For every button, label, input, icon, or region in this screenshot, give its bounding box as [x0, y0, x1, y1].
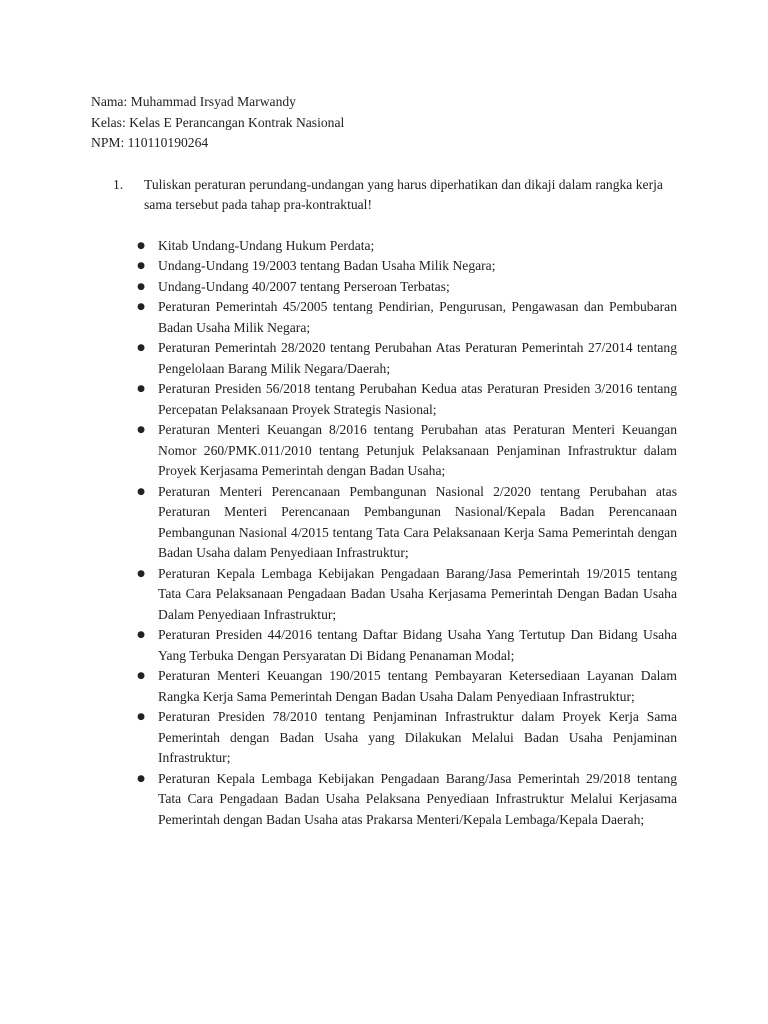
list-item [91, 564, 677, 626]
bullet-icon: ● [137, 281, 145, 292]
question-text: Tuliskan peraturan perundang-undangan yang harus diperhatikan dan dikaji dalam rangka kerja sama tersebut pada tahap pra-kontraktual! [144, 176, 663, 212]
bullet-icon: ● [137, 384, 145, 394]
bullet-icon: ● [137, 240, 145, 251]
list-item-text: Peraturan Presiden 78/2010 tentang Penjaminan Infrastruktur dalam Proyek Kerja Sama Pemerintah dengan Badan Usaha yang Dilakukan Melalui Badan Usaha Penjaminan Infrastruktur; [158, 709, 677, 765]
list-item [91, 707, 677, 769]
bullet-icon: ● [137, 671, 145, 681]
list-item-text: Peraturan Pemerintah 45/2005 tentang Pendirian, Pengurusan, Pengawasan dan Pembubaran Badan Usaha Milik Negara; [158, 299, 677, 335]
list-item-text: Peraturan Presiden 44/2016 tentang Daftar Bidang Usaha Yang Tertutup Dan Bidang Usaha Yang Terbuka Dengan Persyaratan Di Bidang Penanaman Modal; [158, 627, 677, 663]
list-item-text: Undang-Undang 19/2003 tentang Badan Usaha Milik Negara; [158, 258, 496, 273]
regulation-list [91, 236, 677, 831]
list-item [91, 297, 677, 338]
bullet-icon: ● [137, 712, 145, 722]
list-item [91, 420, 677, 482]
list-item [91, 625, 677, 666]
question-1 [91, 175, 677, 216]
list-item [91, 769, 677, 831]
bullet-icon: ● [137, 773, 145, 784]
bullet-icon: ● [137, 343, 145, 353]
list-item-text: Peraturan Menteri Keuangan 190/2015 tentang Pembayaran Ketersediaan Layanan Dalam Rangka Kerja Sama Pemerintah Dengan Badan Usaha Dalam Penyediaan Infrastruktur; [158, 668, 677, 704]
list-item-text: Peraturan Presiden 56/2018 tentang Perubahan Kedua atas Peraturan Presiden 3/2016 tentang Percepatan Pelaksanaan Proyek Strategis Nasional; [158, 381, 677, 417]
list-item-text: Peraturan Kepala Lembaga Kebijakan Pengadaan Barang/Jasa Pemerintah 19/2015 tentang Tata Cara Pelaksanaan Pengadaan Badan Usaha Kerjasama Pemerintah Dengan Badan Usaha Dalam Penyediaan Infrastruktur; [158, 565, 677, 622]
list-item [91, 256, 677, 277]
list-item-text: Peraturan Menteri Keuangan 8/2016 tentang Perubahan atas Peraturan Menteri Keuangan Nomor 260/PMK.011/2010 tentang Petunjuk Pelaksanaan Penjaminan Infrastruktur dalam Proyek Kerjasama Pemerintah dengan Badan Usaha; [158, 422, 677, 478]
student-npm: NPM: 110110190264 [91, 135, 209, 150]
bullet-icon: ● [137, 261, 145, 271]
list-item [91, 666, 677, 707]
student-name: Nama: Muhammad Irsyad Marwandy [91, 94, 296, 109]
bullet-icon: ● [137, 630, 145, 640]
list-item [91, 482, 677, 564]
list-item-text: Kitab Undang-Undang Hukum Perdata; [158, 237, 375, 253]
list-item [91, 236, 677, 257]
question-number: 1. [113, 176, 124, 192]
bullet-icon: ● [137, 486, 145, 497]
list-item-text: Peraturan Pemerintah 28/2020 tentang Perubahan Atas Peraturan Pemerintah 27/2014 tentang Pengelolaan Barang Milik Negara/Daerah; [158, 340, 677, 376]
list-item [91, 277, 677, 298]
student-class: Kelas: Kelas E Perancangan Kontrak Nasional [91, 114, 345, 130]
list-item-text: Peraturan Menteri Perencanaan Pembangunan Nasional 2/2020 tentang Perubahan atas Peraturan Menteri Perencanaan Pembangunan Nasional/Kepala Badan Perencanaan Pembangunan Nasional 4/2015 tentang Tata Cara Pelaksanaan Kerja Sama Pemerintah dengan Badan Usaha dalam Penyediaan Infrastruktur; [158, 483, 677, 560]
bullet-icon: ● [137, 568, 145, 579]
list-item [91, 338, 677, 379]
list-item-text: Peraturan Kepala Lembaga Kebijakan Pengadaan Barang/Jasa Pemerintah 29/2018 tentang Tata Cara Pengadaan Badan Usaha Pelaksana Penyediaan Infrastruktur Melalui Kerjasama Pemerintah dengan Badan Usaha atas Prakarsa Menteri/Kepala Lembaga/Kepala Daerah; [158, 770, 677, 827]
list-item-text: Undang-Undang 40/2007 tentang Perseroan Terbatas; [158, 278, 450, 294]
bullet-icon: ● [137, 302, 145, 312]
list-item [91, 379, 677, 420]
bullet-icon: ● [137, 425, 145, 435]
